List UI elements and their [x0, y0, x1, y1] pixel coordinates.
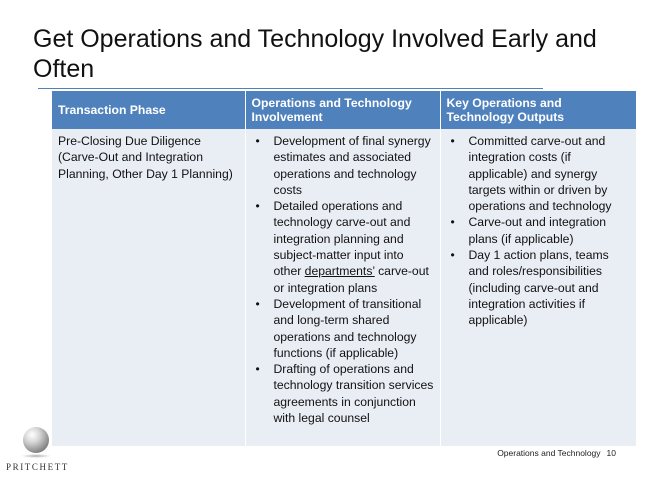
- bullet-icon: •: [255, 296, 260, 311]
- list-item: • Development of transitional and long-term shared operations and technology functions (if applicable): [255, 296, 422, 360]
- sphere-icon: [23, 427, 49, 453]
- table-header-row: [52, 91, 636, 129]
- underlined-term: departments’: [304, 264, 375, 279]
- pritchett-logo: [6, 427, 69, 482]
- title-divider: [38, 88, 543, 89]
- header-outputs: Key Operations and Technology Outputs: [440, 91, 636, 129]
- outputs-cell: [440, 129, 636, 446]
- slide-footer: [497, 448, 616, 458]
- bullet-icon: •: [450, 215, 455, 230]
- footer-label: Operations and Technology: [497, 448, 601, 458]
- header-transaction-phase: Transaction Phase: [52, 91, 245, 129]
- logo-text: PRITCHETT: [6, 462, 69, 472]
- list-item: • Drafting of operations and technology transition services agreements in conjunction with legal counsel: [255, 362, 434, 426]
- bullet-icon: •: [255, 134, 260, 148]
- sphere-shadow: [21, 454, 51, 458]
- table-row: [52, 129, 636, 446]
- phase-table: [52, 91, 636, 446]
- bullet-icon: •: [450, 248, 455, 263]
- outputs-list: [447, 133, 631, 329]
- phase-cell: [52, 129, 245, 446]
- phase-text: Pre-Closing Due Diligence (Carve-Out and Integration Planning, Other Day 1 Planning): [58, 134, 233, 181]
- slide-title: Get Operations and Technology Involved Early and Often: [33, 25, 597, 83]
- involvement-cell: [245, 129, 440, 446]
- list-item: • Carve-out and integration plans (if applicable): [450, 215, 607, 246]
- list-item: • Committed carve-out and integration costs (if applicable) and synergy targets within or driven by operations and technology: [450, 134, 612, 214]
- page-number: 10: [606, 448, 616, 458]
- involvement-list: [252, 133, 434, 426]
- header-involvement: Operations and Technology Involvement: [245, 91, 440, 129]
- list-item: • Detailed operations and technology carve-out and integration planning and subject-matter input into other departments’ carve-out or integration plans: [255, 199, 429, 295]
- list-item: • Day 1 action plans, teams and roles/responsibilities (including carve-out and integration activities if applicable): [450, 248, 609, 328]
- bullet-icon: •: [450, 134, 455, 148]
- list-item: • Development of final synergy estimates and associated operations and technology costs: [255, 134, 431, 197]
- bullet-icon: •: [255, 199, 260, 214]
- bullet-icon: •: [255, 362, 260, 377]
